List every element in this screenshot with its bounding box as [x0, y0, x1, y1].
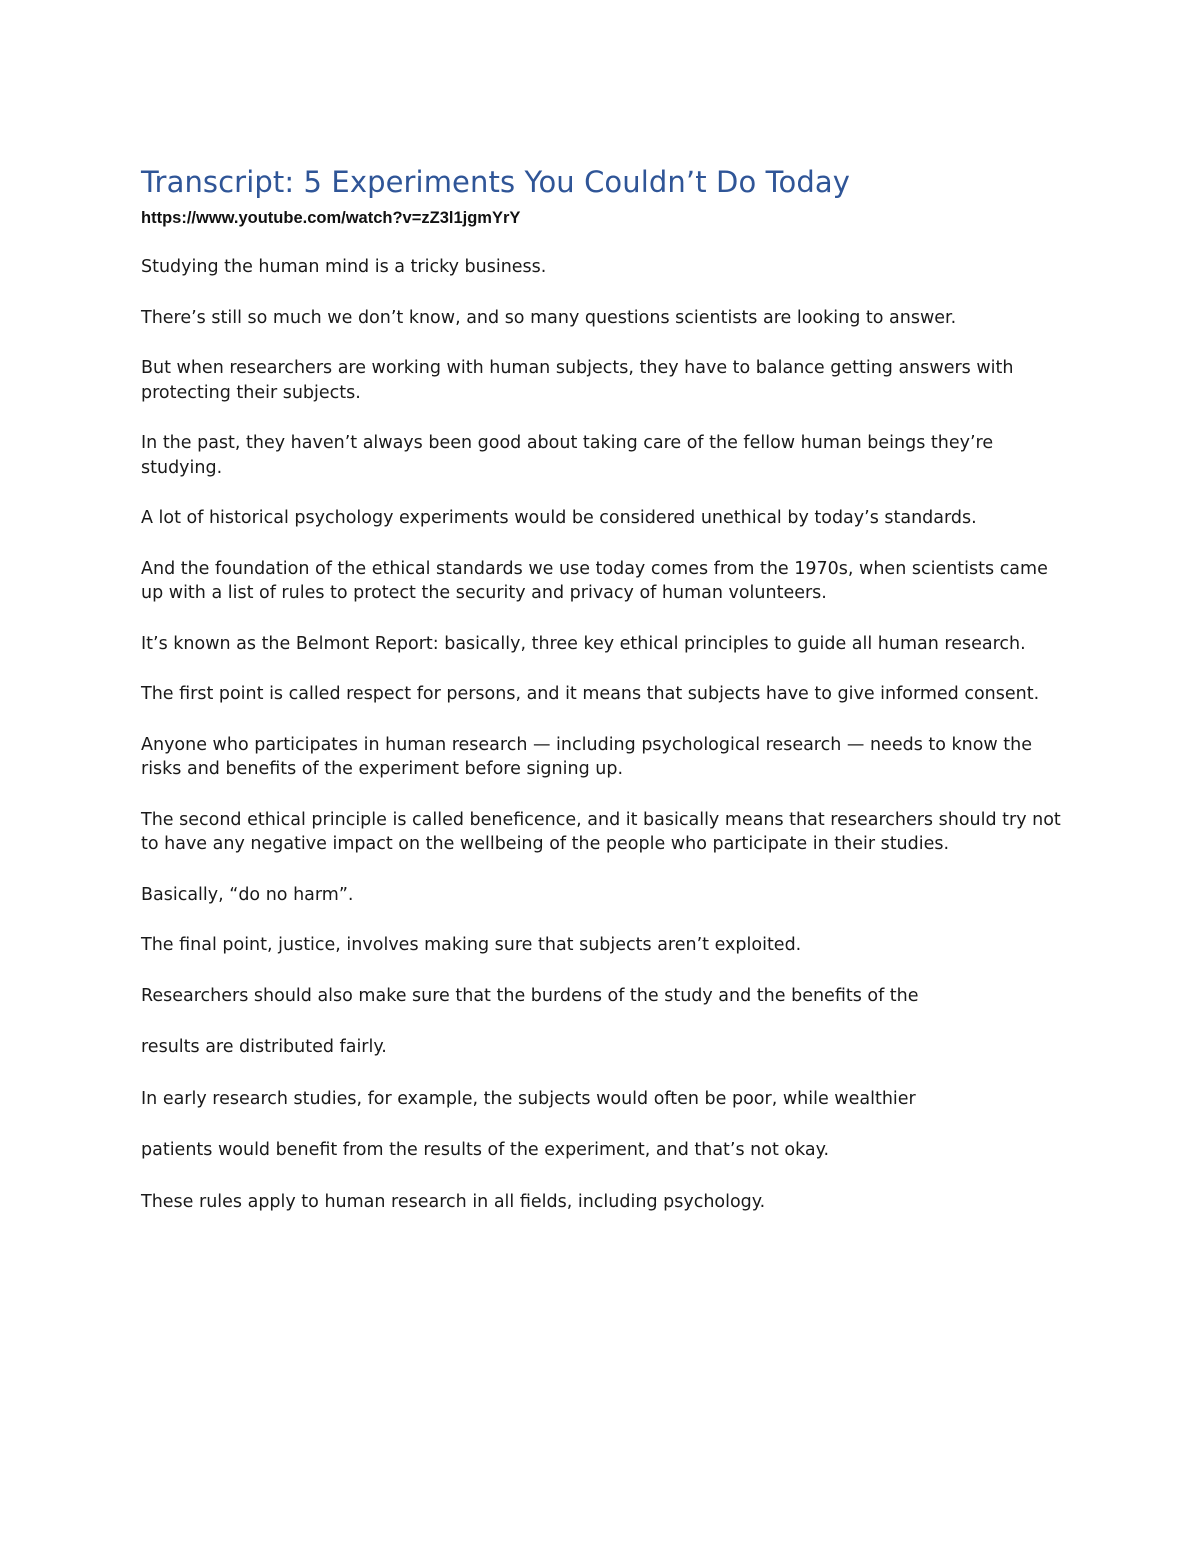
paragraph: Basically, “do no harm”.: [141, 884, 354, 905]
paragraph: In the past, they haven’t always been good about taking care of the fellow human beings they’re studying.: [141, 433, 994, 478]
paragraph: results are distributed fairly.: [141, 1037, 387, 1057]
paragraph: There’s still so much we don’t know, and so many questions scientists are looking to answer.: [141, 307, 957, 328]
paragraph: The first point is called respect for persons, and it means that subjects have to give informed consent.: [141, 684, 1040, 704]
paragraph: A lot of historical psychology experiments would be considered unethical by today’s standards.: [141, 508, 977, 528]
document-title: Transcript: 5 Experiments You Couldn’t Do Today: [141, 165, 850, 199]
video-url: https://www.youtube.com/watch?v=zZ3l1jgmYrY: [141, 209, 521, 227]
paragraph: patients would benefit from the results of the experiment, and that’s not okay.: [141, 1140, 830, 1160]
paragraph: But when researchers are working with human subjects, they have to balance getting answers with protecting their subjects.: [141, 358, 1014, 403]
paragraph: Anyone who participates in human research — including psychological research — needs to know the risks and benefits of the experiment before signing up.: [141, 734, 1033, 779]
paragraph: It’s known as the Belmont Report: basically, three key ethical principles to guide all human research.: [141, 633, 1026, 654]
paragraph: The second ethical principle is called beneficence, and it basically means that researchers should try not to have any negative impact on the wellbeing of the people who participate in their studies.: [141, 809, 1061, 854]
paragraph: In early research studies, for example, the subjects would often be poor, while wealthier: [141, 1088, 916, 1109]
paragraph: The final point, justice, involves making sure that subjects aren’t exploited.: [141, 935, 802, 955]
document-body: [141, 163, 1071, 1214]
paragraph: And the foundation of the ethical standards we use today comes from the 1970s, when scientists came up with a list of rules to protect the security and privacy of human volunteers.: [141, 558, 1048, 603]
paragraph: Researchers should also make sure that the burdens of the study and the benefits of the: [141, 985, 919, 1006]
paragraph: These rules apply to human research in all fields, including psychology.: [141, 1191, 766, 1212]
paragraph: Studying the human mind is a tricky business.: [141, 257, 547, 277]
